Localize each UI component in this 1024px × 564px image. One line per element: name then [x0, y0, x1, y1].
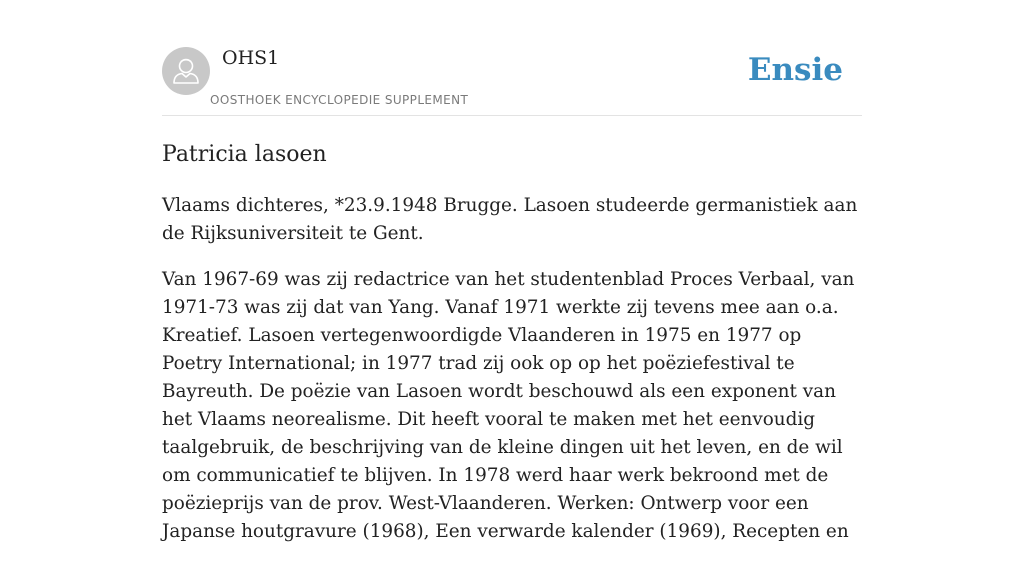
- source-header: [162, 46, 862, 116]
- article-title: Patricia lasoen: [162, 142, 327, 167]
- source-code[interactable]: OHS1: [222, 47, 280, 69]
- article-paragraph: Van 1967-69 was zij redactrice van het studentenblad Proces Verbaal, van 1971-73 was zij dat van Yang. Vanaf 1971 werkte zij tevens mee aan o.a. Kreatief. Lasoen vertegenwoordigde Vlaanderen in 1975 en 1977 op Poetry International; in 1977 trad zij ook op op het poëziefestival te Bayreuth. De poëzie van Lasoen wordt beschouwd als een exponent van het Vlaams neorealisme. Dit heeft vooral te maken met het eenvoudig taalgebruik, de beschrijving van de kleine dingen uit het leven, en de wil om communicatief te blijven. In 1978 werd haar werk bekroond met de poëzieprijs van de prov. West-Vlaanderen. Werken: Ontwerp voor een Japanse houtgravure (1968), Een verwarde kalender (1969), Recepten en: [162, 269, 855, 542]
- article-body: [162, 192, 862, 564]
- article-paragraph: Vlaams dichteres, *23.9.1948 Brugge. Lasoen studeerde germanistiek aan de Rijksuniversiteit te Gent.: [162, 195, 858, 244]
- brand-logo[interactable]: Ensie: [747, 52, 843, 88]
- source-name[interactable]: OOSTHOEK ENCYCLOPEDIE SUPPLEMENT: [210, 93, 469, 107]
- user-icon: [162, 47, 210, 95]
- avatar[interactable]: [162, 47, 210, 95]
